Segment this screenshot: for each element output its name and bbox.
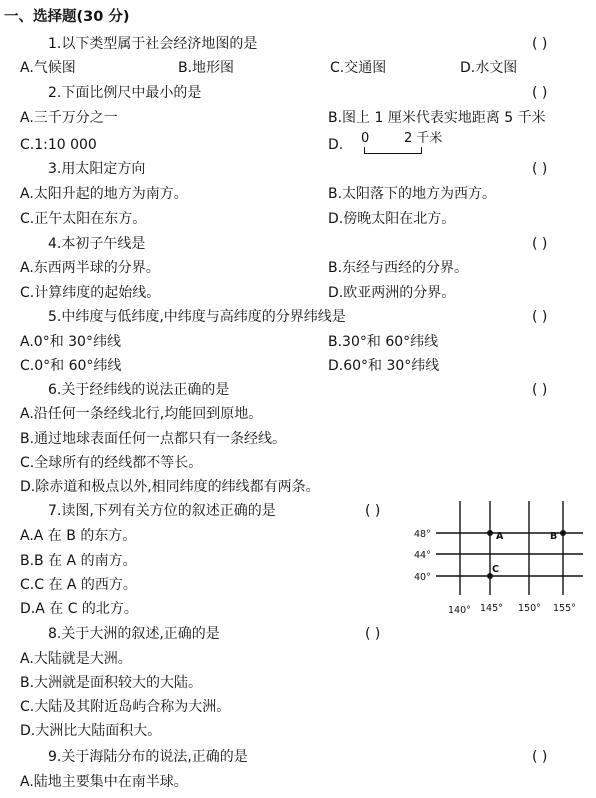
question-7-option-c[interactable]: C.C 在 A 的西方。	[20, 577, 137, 593]
question-2-option-b[interactable]: B.图上 1 厘米代表实地距离 5 千米	[328, 110, 546, 126]
question-1-stem: 1.以下类型属于社会经济地图的是	[48, 36, 258, 52]
question-7-option-a[interactable]: A.A 在 B 的东方。	[20, 528, 137, 544]
question-3-option-c[interactable]: C.正午太阳在东方。	[20, 211, 147, 227]
question-2-answer-blank[interactable]: ( )	[532, 85, 548, 101]
question-1-option-d[interactable]: D.水文图	[460, 60, 518, 76]
question-6-option-a[interactable]: A.沿任何一条经线北行,均能回到原地。	[20, 406, 263, 422]
scale-bar	[364, 147, 422, 154]
scale-value-label: 2 千米	[404, 131, 443, 146]
point-a-label: A	[496, 531, 504, 542]
lat-label-48: 48°	[414, 529, 431, 540]
question-3-option-d[interactable]: D.傍晚太阳在北方。	[328, 211, 456, 227]
question-4-stem: 4.本初子午线是	[48, 236, 146, 252]
question-6-option-b[interactable]: B.通过地球表面任何一点都只有一条经线。	[20, 431, 287, 447]
question-7-answer-blank[interactable]: ( )	[365, 503, 381, 519]
question-7-option-d[interactable]: D.A 在 C 的北方。	[20, 601, 138, 617]
question-3-stem: 3.用太阳定方向	[48, 161, 146, 177]
question-3-option-b[interactable]: B.太阳落下的地方为西方。	[328, 186, 497, 202]
question-1-answer-blank[interactable]: ( )	[532, 36, 548, 52]
question-7-stem: 7.读图,下列有关方位的叙述正确的是	[48, 503, 276, 519]
scale-zero-label: 0	[361, 131, 370, 146]
question-4-answer-blank[interactable]: ( )	[532, 236, 548, 252]
question-5-option-b[interactable]: B.30°和 60°纬线	[328, 334, 439, 350]
question-4-option-b[interactable]: B.东经与西经的分界。	[328, 260, 469, 276]
point-c-label: C	[492, 564, 499, 575]
question-8-option-c[interactable]: C.大陆及其附近岛屿合称为大洲。	[20, 699, 231, 715]
question-6-option-c[interactable]: C.全球所有的经线都不等长。	[20, 455, 203, 471]
question-1-option-b[interactable]: B.地形图	[178, 60, 235, 76]
question-7-option-b[interactable]: B.B 在 A 的南方。	[20, 553, 137, 569]
question-5-option-c[interactable]: C.0°和 60°纬线	[20, 358, 122, 374]
question-3-option-a[interactable]: A.太阳升起的地方为南方。	[20, 186, 188, 202]
question-5-option-a[interactable]: A.0°和 30°纬线	[20, 334, 121, 350]
question-4-option-a[interactable]: A.东西两半球的分界。	[20, 260, 160, 276]
lat-label-40: 40°	[414, 572, 431, 583]
question-9-answer-blank[interactable]: ( )	[532, 749, 548, 765]
point-b	[560, 530, 566, 536]
question-6-answer-blank[interactable]: ( )	[532, 382, 548, 398]
question-6-stem: 6.关于经纬线的说法正确的是	[48, 382, 230, 398]
question-2-option-c[interactable]: C.1:10 000	[20, 137, 97, 153]
question-2-option-a[interactable]: A.三千万分之一	[20, 110, 118, 126]
question-8-option-d[interactable]: D.大洲比大陆面积大。	[20, 723, 162, 739]
lon-label-145: 145°	[480, 603, 503, 614]
question-4-option-d[interactable]: D.欧亚两洲的分界。	[328, 285, 456, 301]
section-title: 一、选择题(30 分)	[4, 9, 130, 25]
question-5-option-d[interactable]: D.60°和 30°纬线	[328, 358, 440, 374]
question-8-stem: 8.关于大洲的叙述,正确的是	[48, 626, 220, 642]
question-1-option-c[interactable]: C.交通图	[330, 60, 387, 76]
question-8-option-b[interactable]: B.大洲就是面积较大的大陆。	[20, 675, 203, 691]
question-2-stem: 2.下面比例尺中最小的是	[48, 85, 202, 101]
question-5-answer-blank[interactable]: ( )	[532, 309, 548, 325]
question-2-option-d[interactable]: D.	[328, 137, 344, 153]
question-9-stem: 9.关于海陆分布的说法,正确的是	[48, 749, 248, 765]
question-9-option-a[interactable]: A.陆地主要集中在南半球。	[20, 774, 188, 790]
question-1-option-a[interactable]: A.气候图	[20, 60, 76, 76]
lat-lon-grid-figure	[408, 495, 588, 620]
question-4-option-c[interactable]: C.计算纬度的起始线。	[20, 285, 161, 301]
question-8-option-a[interactable]: A.大陆就是大洲。	[20, 651, 132, 667]
point-b-label: B	[550, 531, 558, 542]
lon-label-140: 140°	[448, 605, 471, 616]
question-5-stem: 5.中纬度与低纬度,中纬度与高纬度的分界纬线是	[48, 309, 346, 325]
question-3-answer-blank[interactable]: ( )	[532, 161, 548, 177]
lon-label-150: 150°	[518, 603, 541, 614]
lon-label-155: 155°	[553, 603, 576, 614]
question-6-option-d[interactable]: D.除赤道和极点以外,相同纬度的纬线都有两条。	[20, 479, 320, 495]
question-8-answer-blank[interactable]: ( )	[365, 626, 381, 642]
point-a	[487, 530, 493, 536]
lat-label-44: 44°	[414, 550, 431, 561]
